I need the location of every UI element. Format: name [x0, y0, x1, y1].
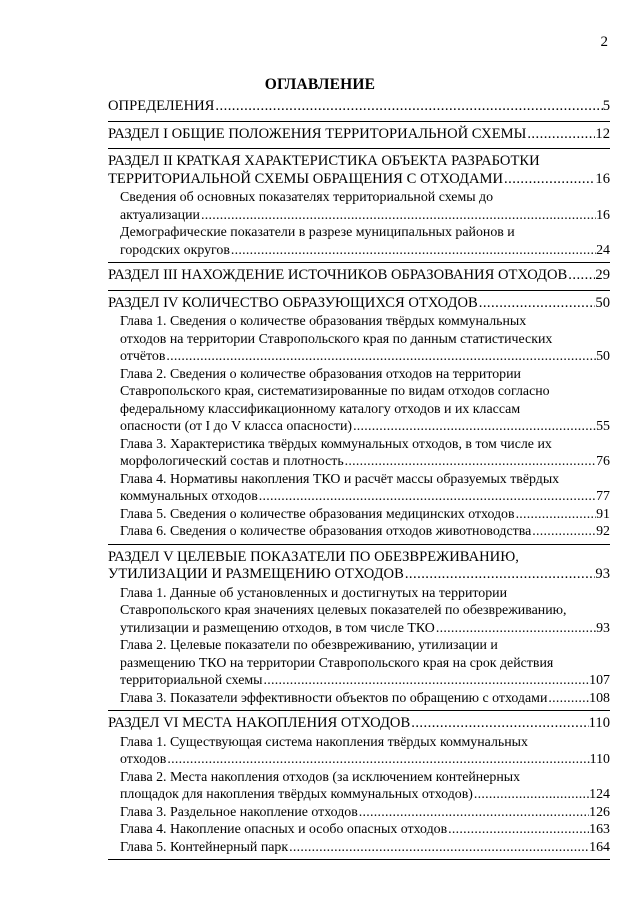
toc-chapter-entry-title-line: Глава 5. Сведения о количестве образования медицинских отходов	[120, 506, 515, 522]
dot-leader	[404, 566, 596, 584]
toc-chapter-entry-leader-row	[120, 839, 610, 857]
toc-chapter-entry[interactable]	[108, 734, 610, 769]
toc-chapter-entry-title-line: Глава 2. Места накопления отходов (за исключением контейнерных	[120, 769, 521, 785]
toc-chapter-entry-title-line: размещению ТКО на территории Ставропольского края на срок действия	[120, 655, 554, 671]
toc-chapter-entry-leader-row	[120, 523, 610, 541]
toc-chapter-entry[interactable]	[108, 585, 610, 638]
toc-section-entry-page-number: 93	[595, 566, 610, 582]
toc-chapter-entry-leader-row	[120, 348, 610, 366]
toc-chapter-entry-page-number: 92	[596, 524, 610, 539]
toc-chapter-entry-title-line: Глава 4. Накопление опасных и особо опасных отходов	[120, 822, 448, 837]
toc-chapter-entry-page-number: 91	[596, 506, 610, 522]
toc-chapter-entry[interactable]	[108, 523, 610, 541]
toc-section-entry-title-line: ТЕРРИТОРИАЛЬНОЙ СХЕМЫ ОБРАЩЕНИЯ С ОТХОДАМИ	[108, 170, 504, 187]
toc-chapter-entry-title-line: Сведения об основных показателях территориальной схемы до	[120, 190, 494, 205]
dot-leader	[230, 242, 596, 260]
toc-section-entry[interactable]	[108, 153, 610, 189]
toc-chapter-entry-title-line: морфологический состав и плотность	[120, 454, 344, 469]
toc-section-entry-leader-row	[108, 98, 610, 116]
toc-section-entry-leader-row	[108, 295, 610, 313]
toc-chapter-entry-page-number: 164	[589, 839, 610, 855]
toc-chapter-entry[interactable]	[108, 637, 610, 690]
toc-chapter-entry-page-number: 107	[589, 673, 610, 688]
dot-leader	[410, 715, 588, 733]
dot-leader	[288, 839, 589, 857]
toc-chapter-entry-title-line: федеральному классификационному каталогу отходов и их классам	[120, 401, 521, 417]
dot-leader	[447, 821, 589, 839]
toc-chapter-entry-title-line: Глава 1. Существующая система накопления твёрдых коммунальных	[120, 734, 528, 750]
toc-section-entry-page-number: 16	[595, 170, 610, 187]
toc-chapter-entry-title-line: Глава 2. Сведения о количестве образования отходов на территории	[120, 366, 521, 382]
toc-chapter-entry-title-line: Глава 1. Данные об установленных и достигнутых на территории	[120, 585, 508, 601]
toc-chapter-entry[interactable]	[108, 471, 610, 506]
toc-chapter-entry-page-number: 24	[596, 242, 610, 258]
toc-chapter-entry-page-number: 110	[589, 752, 610, 767]
toc-chapter-entry-page-number: 126	[589, 804, 610, 820]
toc-section-entry-title-line: РАЗДЕЛ I ОБЩИЕ ПОЛОЖЕНИЯ ТЕРРИТОРИАЛЬНОЙ СХЕМЫ	[108, 125, 527, 142]
toc-section-entry-leader-row	[108, 566, 610, 584]
toc-chapter-entry-title-line: отходов	[120, 752, 167, 767]
toc-section-entry-title-line: РАЗДЕЛ V ЦЕЛЕВЫЕ ПОКАЗАТЕЛИ ПО ОБЕЗВРЕЖИВАНИЮ,	[108, 548, 519, 565]
toc-chapter-entry-leader-row	[120, 453, 610, 471]
toc-chapter-entry-leader-row	[120, 672, 610, 690]
toc-chapter-entry-title-line: Глава 2. Целевые показатели по обезвреживанию, утилизации и	[120, 638, 498, 653]
toc-chapter-entry[interactable]	[108, 366, 610, 436]
toc-chapter-entry-title-line: Глава 1. Сведения о количестве образования твёрдых коммунальных	[120, 314, 527, 329]
toc-chapter-entry-title-line: актуализации	[120, 207, 200, 223]
toc-chapter-entry-title-line: Глава 6. Сведения о количестве образования отходов животноводства	[120, 524, 532, 539]
dot-leader	[166, 751, 589, 769]
toc-section-entry-title-line: РАЗДЕЛ VI МЕСТА НАКОПЛЕНИЯ ОТХОДОВ	[108, 715, 411, 731]
toc-section-entry-leader-row	[108, 715, 610, 733]
toc-chapter-entry[interactable]	[108, 821, 610, 839]
toc-section-entry-page-number: 5	[602, 98, 610, 114]
toc-section-entry[interactable]	[108, 295, 610, 314]
dot-leader	[352, 418, 596, 436]
dot-leader	[200, 207, 596, 225]
toc-section-entry-leader-row	[108, 267, 610, 285]
toc-section-entry-leader-row	[108, 126, 610, 144]
toc-section-block	[108, 549, 610, 712]
toc-chapter-entry-page-number: 76	[596, 454, 610, 469]
toc-chapter-entry[interactable]	[108, 313, 610, 366]
toc-chapter-entry-page-number: 124	[589, 787, 610, 802]
toc-chapter-entry-page-number: 16	[596, 207, 610, 223]
toc-section-entry[interactable]	[108, 267, 610, 291]
table-of-contents	[108, 98, 610, 860]
toc-chapter-entry-page-number: 93	[596, 620, 610, 636]
dot-leader	[358, 804, 589, 822]
toc-chapter-entry-leader-row	[120, 804, 610, 822]
dot-leader	[503, 171, 595, 189]
dot-leader	[258, 488, 596, 506]
toc-section-entry-page-number: 110	[588, 715, 610, 731]
toc-chapter-entry-title-line: площадок для накопления твёрдых коммунальных отходов)	[120, 787, 473, 802]
toc-chapter-entry[interactable]	[108, 769, 610, 804]
dot-leader	[531, 523, 596, 541]
dot-leader	[262, 672, 589, 690]
toc-chapter-entry-page-number: 77	[596, 489, 610, 504]
page-number: 2	[600, 34, 608, 50]
toc-chapter-entry-page-number: 163	[589, 822, 610, 837]
toc-chapter-entry[interactable]	[108, 804, 610, 822]
toc-chapter-entry-title-line: территориальной схемы	[120, 673, 263, 688]
toc-chapter-entry[interactable]	[108, 839, 610, 857]
toc-chapter-entry-title-line: Ставропольского края значениях целевых показателей по обезвреживанию,	[120, 603, 567, 618]
toc-chapter-entry[interactable]	[108, 436, 610, 471]
toc-chapter-entry-leader-row	[120, 418, 610, 436]
toc-chapter-entry-leader-row	[120, 207, 610, 225]
toc-chapter-entry[interactable]	[108, 224, 610, 259]
toc-section-entry[interactable]	[108, 126, 610, 150]
toc-chapter-entry-leader-row	[120, 786, 610, 804]
toc-chapter-entry[interactable]	[108, 189, 610, 224]
toc-chapter-entry-leader-row	[120, 506, 610, 524]
toc-section-block	[108, 295, 610, 545]
dot-leader	[526, 126, 595, 144]
toc-chapter-entry-leader-row	[120, 242, 610, 260]
toc-section-entry-page-number: 12	[595, 125, 610, 142]
toc-chapter-entry-leader-row	[120, 620, 610, 638]
toc-chapter-entry-title-line: Глава 4. Нормативы накопления ТКО и расчёт массы образуемых твёрдых	[120, 471, 560, 487]
toc-chapter-entry-leader-row	[120, 488, 610, 506]
toc-section-entry[interactable]	[108, 98, 610, 122]
toc-chapter-entry-title-line: отчётов	[120, 349, 166, 364]
toc-chapter-entry-page-number: 55	[596, 419, 610, 434]
toc-chapter-entry-title-line: Глава 5. Контейнерный парк	[120, 839, 289, 855]
toc-chapter-entry-title-line: Демографические показатели в разрезе муниципальных районов и	[120, 225, 515, 240]
toc-section-entry-title-line: РАЗДЕЛ IV КОЛИЧЕСТВО ОБРАЗУЮЩИХСЯ ОТХОДОВ	[108, 294, 478, 311]
toc-chapter-entry-title-line: Глава 3. Раздельное накопление отходов	[120, 804, 358, 820]
toc-chapter-entry-title-line: городских округов	[120, 242, 230, 258]
toc-chapter-entry-leader-row	[120, 821, 610, 839]
toc-chapter-entry-title-line: опасности (от I до V класса опасности)	[120, 419, 353, 434]
dot-leader	[344, 453, 596, 471]
dot-leader	[165, 348, 596, 366]
toc-section-entry-title-line: ОПРЕДЕЛЕНИЯ	[108, 98, 215, 114]
dot-leader	[478, 295, 596, 313]
toc-chapter-entry[interactable]	[108, 690, 610, 708]
toc-section-entry-title-line: РАЗДЕЛ II КРАТКАЯ ХАРАКТЕРИСТИКА ОБЪЕКТА РАЗРАБОТКИ	[108, 153, 540, 169]
dot-leader	[473, 786, 589, 804]
toc-section-entry[interactable]	[108, 549, 610, 585]
dot-leader	[435, 620, 596, 638]
dot-leader	[515, 506, 597, 524]
toc-section-entry-title-line: УТИЛИЗАЦИИ И РАЗМЕЩЕНИЮ ОТХОДОВ	[108, 566, 404, 582]
toc-section-entry-page-number: 29	[595, 267, 610, 283]
toc-chapter-entry-page-number: 108	[589, 690, 610, 706]
dot-leader	[214, 98, 602, 116]
toc-section-entry[interactable]	[108, 715, 610, 734]
toc-chapter-entry-title-line: Глава 3. Показатели эффективности объектов по обращению с отходами	[120, 690, 548, 706]
toc-chapter-entry-title-line: Глава 3. Характеристика твёрдых коммунальных отходов, в том числе их	[120, 436, 552, 452]
toc-chapter-entry-leader-row	[120, 751, 610, 769]
toc-section-entry-page-number: 50	[595, 294, 610, 311]
toc-chapter-entry-title-line: отходов на территории Ставропольского края по данным статистических	[120, 331, 553, 347]
toc-chapter-entry-leader-row	[120, 690, 610, 708]
toc-chapter-entry-title-line: Ставропольского края, систематизированные по видам отходов согласно	[120, 384, 550, 399]
toc-section-block	[108, 153, 610, 263]
toc-section-entry-leader-row	[108, 171, 610, 189]
toc-title: ОГЛАВЛЕНИЕ	[264, 76, 376, 93]
toc-section-entry-title-line: РАЗДЕЛ III НАХОЖДЕНИЕ ИСТОЧНИКОВ ОБРАЗОВАНИЯ ОТХОДОВ	[108, 267, 568, 283]
toc-chapter-entry-page-number: 50	[596, 349, 610, 364]
toc-chapter-entry-title-line: утилизации и размещению отходов, в том числе ТКО	[120, 620, 435, 636]
dot-leader	[567, 267, 595, 285]
dot-leader	[547, 690, 589, 708]
toc-section-block	[108, 715, 610, 860]
toc-chapter-entry[interactable]	[108, 506, 610, 524]
toc-chapter-entry-title-line: коммунальных отходов	[120, 489, 258, 504]
